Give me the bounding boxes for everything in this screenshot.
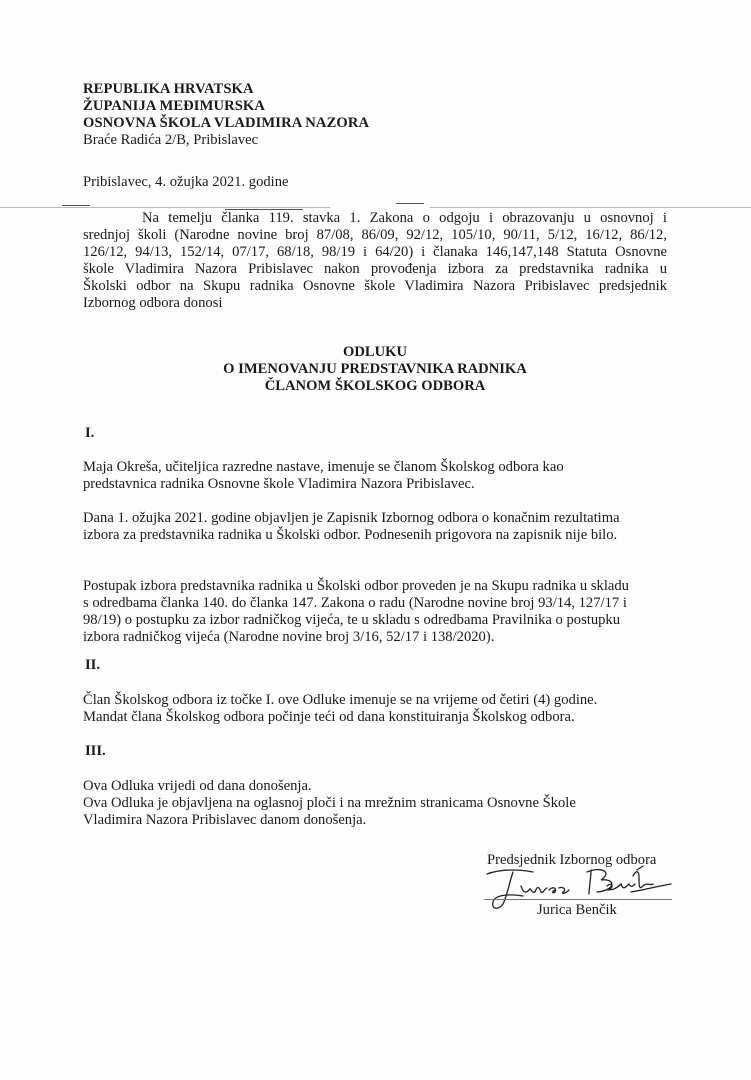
decision-title bbox=[83, 344, 667, 395]
intro-line: srednjoj školi (Narodne novine broj 87/08, 86/09, 92/12, 105/10, 90/11, 5/12, 16/12, 86/12, bbox=[83, 227, 667, 243]
document-date: Pribislavec, 4. ožujka 2021. godine bbox=[83, 174, 289, 190]
paragraph-line: Postupak izbora predstavnika radnika u Školski odbor proveden je na Skupu radnika u skladu bbox=[83, 578, 629, 594]
section-1-paragraph-3 bbox=[83, 578, 683, 646]
signatory-name: Jurica Benčik bbox=[537, 902, 617, 918]
signatory-title: Predsjednik Izbornog odbora bbox=[487, 852, 657, 868]
paragraph-line: Mandat člana Školskog odbora počinje teći od dana konstituiranja Školskog odbora. bbox=[83, 709, 575, 725]
section-heading-3: III. bbox=[85, 743, 106, 759]
section-2-paragraph-1 bbox=[83, 692, 683, 726]
letterhead-county: ŽUPANIJA MEĐIMURSKA bbox=[83, 98, 266, 114]
letterhead-country: REPUBLIKA HRVATSKA bbox=[83, 81, 254, 97]
paragraph-line: Član Školskog odbora iz točke I. ove Odluke imenuje se na vrijeme od četiri (4) godine. bbox=[83, 692, 598, 708]
section-heading-1: I. bbox=[85, 425, 95, 441]
scan-artifact-line bbox=[430, 207, 751, 208]
intro-line: Izbornog odbora donosi bbox=[83, 295, 223, 311]
decision-title-line: O IMENOVANJU PREDSTAVNIKA RADNIKA bbox=[223, 361, 527, 377]
paragraph-line: 98/19) o postupku za izbor radničkog vijeća, te u skladu s odredbama Pravilnika o postupku bbox=[83, 612, 621, 628]
scan-artifact-line bbox=[62, 205, 90, 206]
paragraph-line: Maja Okreša, učiteljica razredne nastave, imenuje se članom Školskog odbora kao bbox=[83, 459, 564, 475]
scan-artifact-line bbox=[0, 207, 330, 208]
section-3-paragraph-1 bbox=[83, 778, 683, 829]
paragraph-line: Vladimira Nazora Pribislavec danom donošenja. bbox=[83, 812, 367, 828]
intro-line: 126/12, 94/13, 152/14, 07/17, 68/18, 98/19 i 64/20) i članaka 146,147,148 Statuta Osnovne bbox=[83, 244, 667, 260]
section-heading-2: II. bbox=[85, 657, 101, 673]
paragraph-line: izbora za predstavnika radnika u Školski odbor. Podnesenih prigovora na zapisnik nije bilo. bbox=[83, 527, 618, 543]
decision-title-line: ODLUKU bbox=[342, 344, 408, 360]
intro-paragraph bbox=[83, 210, 667, 312]
letterhead bbox=[83, 81, 369, 149]
paragraph-line: Ova Odluka je objavljena na oglasnoj ploči i na mrežnim stranicama Osnovne Škole bbox=[83, 795, 576, 811]
paragraph-line: Ova Odluka vrijedi od dana donošenja. bbox=[83, 778, 312, 794]
decision-title-line: ČLANOM ŠKOLSKOG ODBORA bbox=[264, 378, 486, 394]
paragraph-line: izbora radničkog vijeća (Narodne novine broj 3/16, 52/17 i 138/2020). bbox=[83, 629, 495, 645]
paragraph-line: Dana 1. ožujka 2021. godine objavljen je Zapisnik Izbornog odbora o konačnim rezultatima bbox=[83, 510, 620, 526]
intro-line: Na temelju članka 119. stavka 1. Zakona o odgoju i obrazovanju u osnovnoj i bbox=[142, 210, 667, 226]
intro-line: Školski odbor na Skupu radnika Osnovne škole Vladimira Nazora Pribislavec predsjednik bbox=[83, 278, 667, 294]
scan-artifact-line bbox=[396, 203, 424, 204]
paragraph-line: predstavnica radnika Osnovne škole Vladimira Nazora Pribislavec. bbox=[83, 476, 475, 492]
letterhead-address: Braće Radića 2/B, Pribislavec bbox=[83, 132, 259, 148]
signature-line bbox=[484, 899, 672, 900]
section-1-paragraph-2 bbox=[83, 510, 683, 544]
paragraph-line: s odredbama članka 140. do članka 147. Zakona o radu (Narodne novine broj 93/14, 127/17 i bbox=[83, 595, 627, 611]
intro-line: škole Vladimira Nazora Pribislavec nakon provođenja izbora za predstavnika radnika u bbox=[83, 261, 667, 277]
section-1-paragraph-1 bbox=[83, 459, 683, 493]
letterhead-school: OSNOVNA ŠKOLA VLADIMIRA NAZORA bbox=[83, 115, 370, 131]
